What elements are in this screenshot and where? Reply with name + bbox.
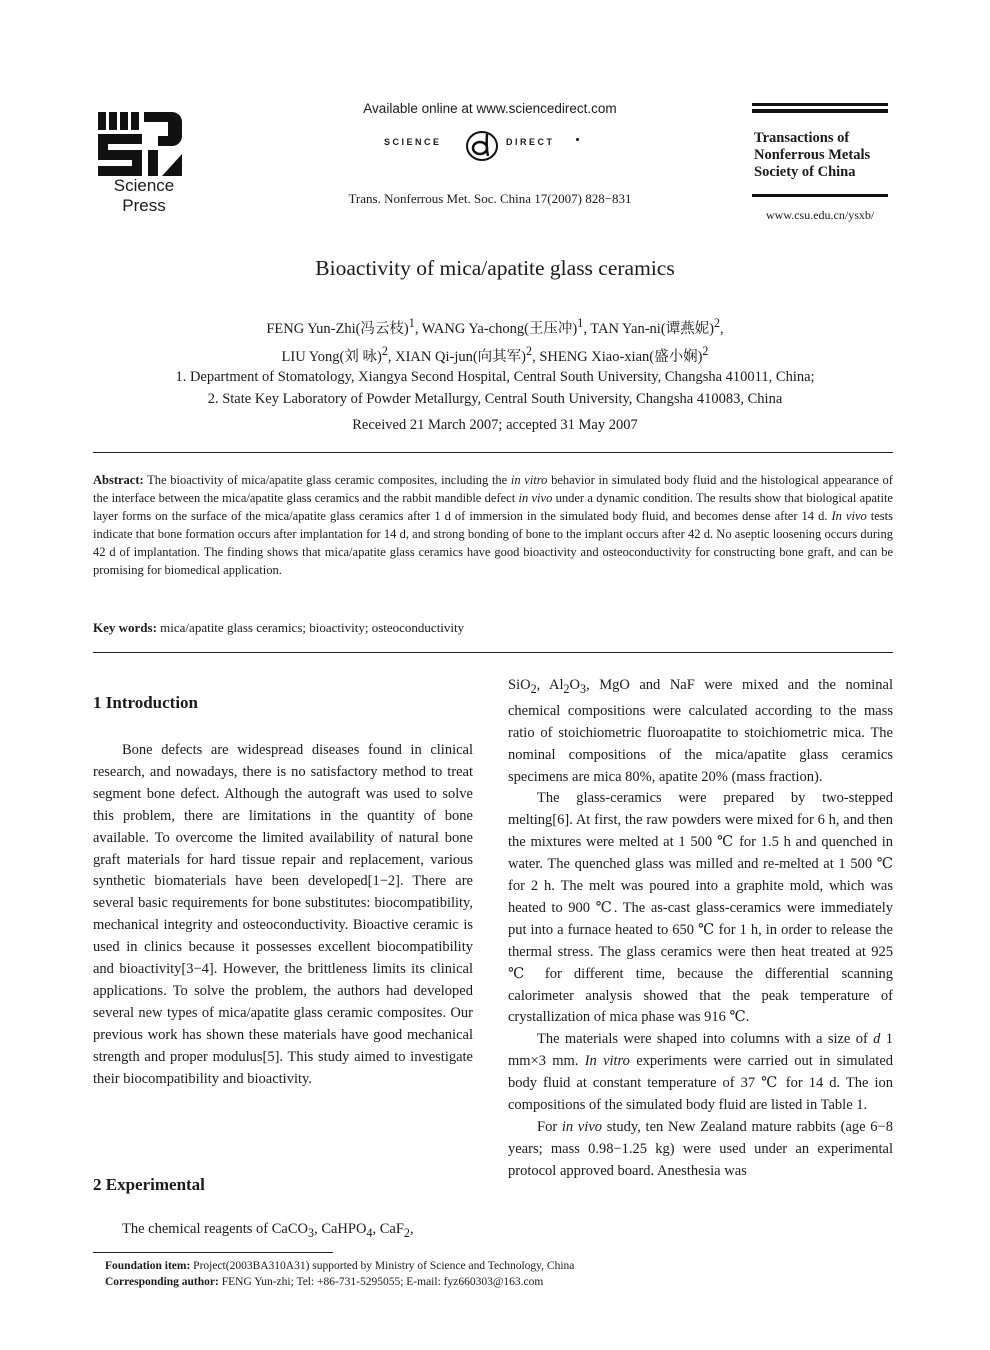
available-online: Available online at www.sciencedirect.com bbox=[363, 101, 617, 116]
affiliations bbox=[60, 366, 930, 410]
sciencedirect-logo bbox=[370, 128, 610, 164]
intro-body bbox=[93, 740, 473, 1091]
corresponding-footnote bbox=[105, 1274, 905, 1290]
right-column bbox=[508, 675, 893, 1183]
keywords-text: mica/apatite glass ceramics; bioactivity; osteoconductivity bbox=[160, 620, 465, 635]
in-vitro-paragraph: The materials were shaped into columns with a size of d 1 mm×3 mm. In vitro experiments were carried out in simulated body fluid at constant temperature of 37 ℃ for 14 d. The ion compositions of the simulated body fluid are listed in Table 1. bbox=[508, 1031, 894, 1114]
received-date: Received 21 March 2007; accepted 31 May 2007 bbox=[352, 417, 638, 433]
abstract bbox=[93, 471, 893, 579]
foundation-footnote bbox=[105, 1258, 905, 1274]
rule-below-abstract bbox=[93, 652, 893, 653]
publisher-name-line-1: Science bbox=[113, 176, 175, 195]
journal-url: www.csu.edu.cn/ysxb/ bbox=[766, 208, 875, 222]
keywords-label: Key words: bbox=[93, 620, 157, 635]
authors-line-1: FENG Yun-Zhi(冯云枝)$^1$, WANG Ya-chong(王压冲)$^1$, TAN Yan-ni(谭燕妮)$^2$, bbox=[266, 316, 724, 337]
experimental-paragraph-start: The chemical reagents of CaCO$_3$, CaHPO$_4$, CaF$_2$, bbox=[122, 1221, 414, 1240]
in-vivo-paragraph: For in vivo study, ten New Zealand mature rabbits (age 6−8 years; mass 0.98−1.25 kg) were used under an experimental protocol approved board. Anesthesia was bbox=[508, 1119, 893, 1179]
sciencedirect-d-icon bbox=[464, 128, 500, 164]
composition-paragraph: SiO$_2$, $Al_2O_3$, MgO and NaF were mixed and the nominal chemical compositions were calculated according to the mass ratio of stoichiometric fluoroapatite to stoichiometric mica. The nominal compositions of the mica/apatite glass ceramics specimens are mica 80%, apatite 20% (mass fraction). bbox=[508, 677, 894, 785]
authors-line-2: LIU Yong(刘 咏)$^2$, XIAN Qi-jun(向其军)$^2$, SHENG Xiao-xian(盛小娴)$^2$ bbox=[281, 343, 709, 365]
foundation-text: Project(2003BA310A31) supported by Ministry of Science and Technology, China bbox=[193, 1260, 575, 1272]
journal-bottom-rule bbox=[752, 194, 888, 197]
journal-name bbox=[754, 130, 914, 181]
journal-name-line-2: Nonferrous Metals bbox=[754, 147, 871, 163]
abstract-label: Abstract: bbox=[93, 473, 144, 487]
corresponding-text: FENG Yun-zhi; Tel: +86-731-5295055; E-mail: fyz660303@163.com bbox=[221, 1276, 544, 1288]
experimental-left-text bbox=[93, 1219, 473, 1245]
sciencedirect-left: SCIENCE bbox=[384, 137, 442, 147]
abstract-text: The bioactivity of mica/apatite glass ceramic composites, including the in vitro behavior in simulated body fluid and the histological appearance of the interface between the mica/apatite glass ceramics and the rabbit mandible defect in vivo under a dynamic condition. The results show that biological apatite layer forms on the surface of the mica/apatite glass ceramics after 1 d of immersion in the simulated body fluid, and becomes dense after 14 d. In vivo tests indicate that bone formation occurs after implantation for 14 d, and strong bonding of bone to the implant occurs after 42 d. No aseptic loosening occurs during 42 d of implantation. The finding shows that mica/apatite glass ceramics have good bioactivity and osteoconductivity for constructing bone graft, and can be promising for biomedical application. bbox=[93, 473, 893, 577]
affiliation-1: 1. Department of Stomatology, Xiangya Second Hospital, Central South University, Changsha 410011, China; bbox=[175, 369, 815, 385]
affiliation-2: 2. State Key Laboratory of Powder Metallurgy, Central South University, Changsha 410083, China bbox=[207, 391, 783, 407]
paper-title: Bioactivity of mica/apatite glass ceramics bbox=[315, 256, 675, 280]
publisher-name-line-2: Press bbox=[122, 196, 166, 215]
journal-top-rule bbox=[752, 103, 888, 106]
journal-name-line-1: Transactions of bbox=[754, 130, 850, 146]
rule-above-abstract bbox=[93, 452, 893, 453]
foundation-label: Foundation item: bbox=[105, 1260, 191, 1272]
intro-heading: 1 Introduction bbox=[93, 693, 199, 712]
journal-name-line-3: Society of China bbox=[754, 164, 856, 180]
sciencedirect-dot bbox=[576, 138, 579, 141]
keywords bbox=[93, 620, 893, 636]
citation: Trans. Nonferrous Met. Soc. China 17(2007) 828−831 bbox=[348, 191, 632, 206]
preparation-paragraph: The glass-ceramics were prepared by two-stepped melting[6]. At first, the raw powders were mixed for 6 h, and then the mixtures were melted at 1 500 ℃ for 1.5 h and quenched in water. The quenched glass was milled and re-melted at 1 500 ℃ for 2 h. The melt was poured into a graphite mold, which was heated to 900 ℃. The as-cast glass-ceramics were immediately put into a furnace heated to 650 ℃ for 1 h, in order to release the thermal stress. The glass ceramics were then heat treated at 925 ℃ for different time, because the differential scanning calorimeter analysis showed that the peak temperature of crystallization of mica phase was 916 ℃. bbox=[508, 790, 893, 1026]
publisher-name bbox=[92, 176, 196, 216]
sciencedirect-right: DIRECT bbox=[506, 137, 555, 147]
intro-paragraph: Bone defects are widespread diseases found in clinical research, and nowadays, there is no satisfactory method to treat segment bone defect. Although the autograft was used to solve this problem, there are limitations in the quantity of bone available. To overcome the limited availability of natural bone graft materials for hard tissue repair and replacement, various synthetic biomaterials have been developed[1−2]. There are several basic requirements for bone substitutes: biocompatibility, mechanical integrity and osteoconductivity. Bioactive ceramic is used in clinics because it possesses excellent biocompatibility and bioactivity[3−4]. However, the brittleness limits its clinical applications. To solve the problem, the authors had developed several new types of mica/apatite glass ceramic composites. Our previous work has shown these materials have good mechanical strength and proper modulus[5]. This study aimed to investigate their biocompatibility and bioactivity. bbox=[93, 742, 473, 1087]
corresponding-label: Corresponding author: bbox=[105, 1276, 219, 1288]
footnote-rule bbox=[93, 1252, 333, 1253]
authors bbox=[80, 312, 910, 368]
journal-top-rule-2 bbox=[752, 109, 888, 113]
experimental-heading: 2 Experimental bbox=[93, 1175, 205, 1194]
